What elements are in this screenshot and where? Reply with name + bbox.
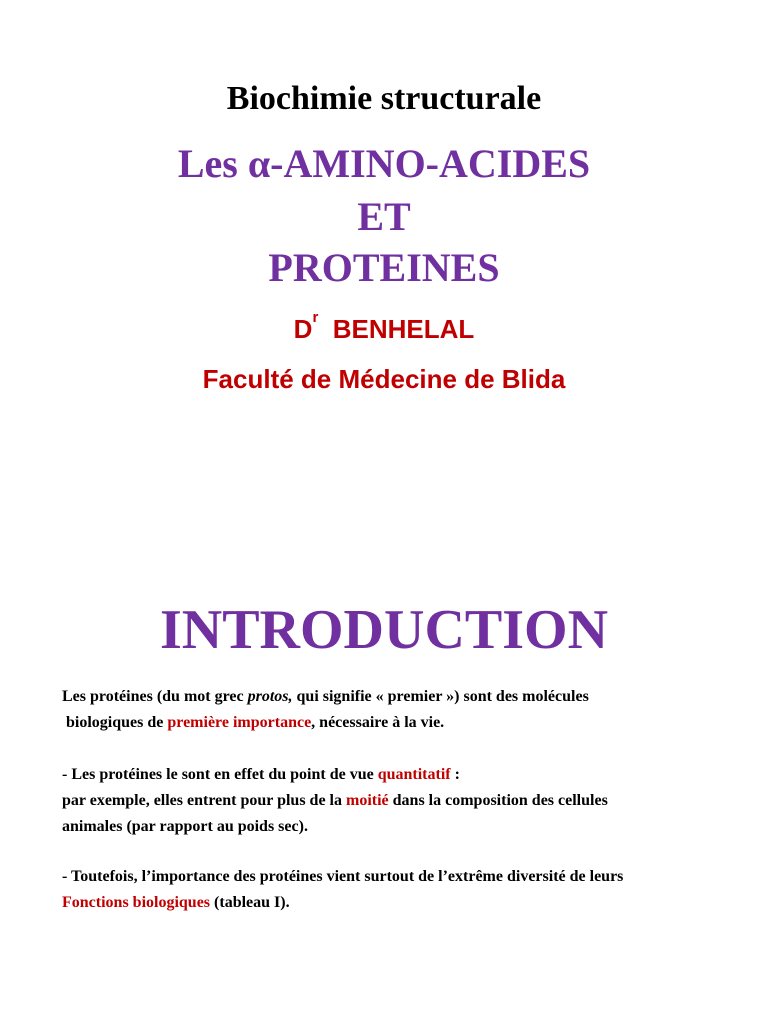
- text-run: Les protéines (du mot grec: [62, 688, 248, 705]
- text-run: - Les protéines le sont en effet du point de vue: [62, 766, 378, 783]
- text-run: biologiques de: [62, 714, 168, 731]
- paragraph-1: [62, 684, 742, 736]
- author-line: [0, 309, 768, 345]
- highlight-text: moitié: [346, 792, 389, 809]
- text-run: dans la composition des cellules: [388, 792, 608, 809]
- text-run: qui signifie « premier ») sont des molécules: [292, 688, 589, 705]
- paragraph-3-line-2: [62, 890, 742, 916]
- main-title-line-2: ET: [357, 194, 411, 239]
- paragraph-1-line-1: [62, 684, 742, 710]
- course-title: Biochimie structurale: [226, 80, 542, 117]
- section-heading: INTRODUCTION: [159, 599, 609, 661]
- italic-term: protos,: [247, 688, 293, 705]
- main-title-line-3: PROTEINES: [268, 245, 500, 290]
- paragraph-2-line-2: [62, 788, 742, 814]
- highlight-text: quantitatif: [377, 766, 451, 783]
- faculty-name: Faculté de Médecine de Blida: [202, 364, 566, 394]
- author-prefix-superscript: r: [312, 309, 319, 326]
- paragraph-3: [62, 864, 742, 916]
- main-title-line-1: Les α-AMINO-ACIDES: [177, 141, 591, 186]
- paragraph-2-line-3: animales (par rapport au poids sec).: [62, 818, 308, 835]
- paragraph-3-line-1: - Toutefois, l’importance des protéines vient surtout de l’extrême diversité de leurs: [62, 868, 624, 885]
- highlight-text: Fonctions biologiques: [62, 894, 211, 911]
- text-run: , nécessaire à la vie.: [311, 714, 445, 731]
- author-name: BENHELAL: [332, 314, 475, 344]
- paragraph-2-line-1: [62, 762, 742, 788]
- text-run: :: [450, 766, 460, 783]
- highlight-text: première importance: [167, 714, 312, 731]
- author-prefix: D: [293, 314, 313, 344]
- text-run: (tableau I).: [210, 894, 290, 911]
- text-run: par exemple, elles entrent pour plus de la: [62, 792, 346, 809]
- paragraph-2: [62, 762, 742, 840]
- paragraph-1-line-2: [62, 710, 742, 736]
